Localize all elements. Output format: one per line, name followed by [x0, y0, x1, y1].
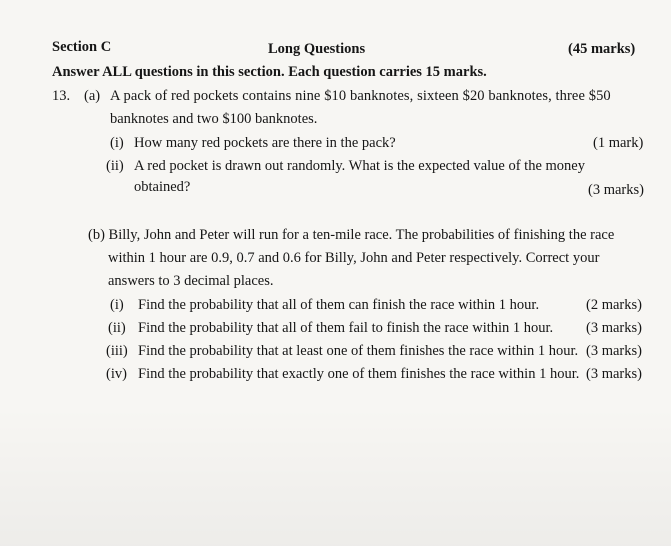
part-b-iii-marks: (3 marks) — [586, 343, 642, 359]
part-b-i-text: Find the probability that all of them can finish the race within 1 hour. — [138, 297, 540, 313]
paper-shading — [0, 406, 671, 546]
part-b-stem-line3: answers to 3 decimal places. — [108, 273, 274, 289]
part-a-ii-text-line2: obtained? — [134, 179, 191, 195]
part-a-stem-line2: banknotes and two $100 banknotes. — [110, 111, 318, 127]
instruction-text: Answer ALL questions in this section. Each question carries 15 marks. — [52, 64, 487, 80]
part-b-stem-line2: within 1 hour are 0.9, 0.7 and 0.6 for Billy, John and Peter respectively. Correct your — [108, 250, 600, 266]
part-b-iv-marks: (3 marks) — [586, 366, 642, 382]
part-a-i-marks: (1 mark) — [593, 135, 644, 151]
part-b-stem-line1: (b) Billy, John and Peter will run for a ten-mile race. The probabilities of finishing the race — [88, 227, 615, 243]
part-b-iv-label: (iv) — [106, 366, 127, 382]
section-title: Long Questions — [268, 41, 366, 57]
part-a-stem-line1: A pack of red pockets contains nine $10 banknotes, sixteen $20 banknotes, three $50 — [110, 88, 611, 104]
part-a-i-text: How many red pockets are there in the pack? — [134, 135, 396, 151]
part-b-i-marks: (2 marks) — [586, 297, 642, 313]
part-b-iv-text: Find the probability that exactly one of them finishes the race within 1 hour. — [138, 366, 580, 382]
part-a-ii-marks: (3 marks) — [588, 182, 644, 198]
part-b-iii-text: Find the probability that at least one of them finishes the race within 1 hour. — [138, 343, 579, 359]
part-a-ii-text-line1: A red pocket is drawn out randomly. What is the expected value of the money — [134, 158, 585, 174]
part-a-ii-label: (ii) — [106, 158, 124, 174]
part-b-ii-label: (ii) — [108, 320, 126, 336]
part-a-i-label: (i) — [110, 135, 124, 151]
part-b-ii-text: Find the probability that all of them fail to finish the race within 1 hour. — [138, 320, 554, 336]
part-b-ii-marks: (3 marks) — [586, 320, 642, 336]
part-b-i-label: (i) — [110, 297, 124, 313]
part-b-iii-label: (iii) — [106, 343, 128, 359]
section-marks: (45 marks) — [568, 41, 636, 57]
question-number: 13. — [52, 88, 71, 104]
section-label: Section C — [52, 39, 112, 55]
part-a-label: (a) — [84, 88, 101, 104]
